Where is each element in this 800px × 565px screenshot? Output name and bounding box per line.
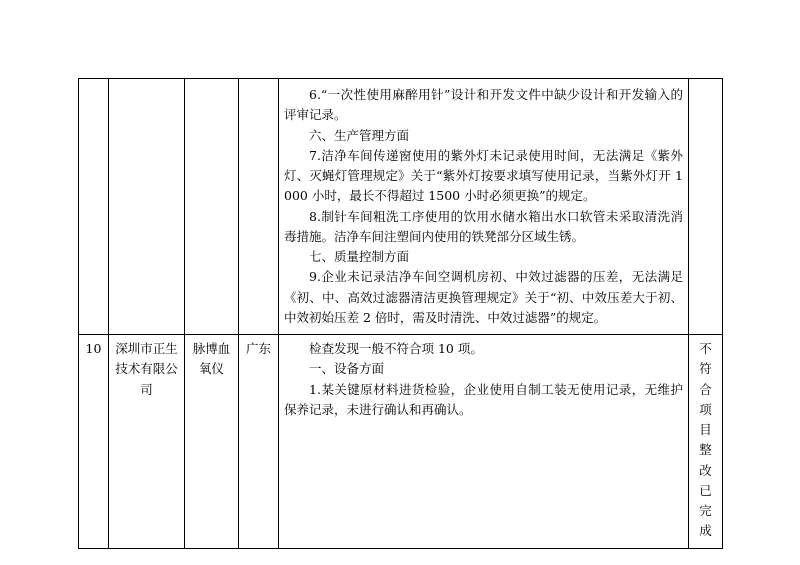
findings-cell — [279, 79, 689, 335]
table-row — [79, 79, 723, 335]
finding-item: 9.企业未记录洁净车间空调机房初、中效过滤器的压差，无法满足《初、中、高效过滤器清洁更换管理规定》关于“初、中效压差大于初、中效初始压差 2 倍时，需及时清洗、中效过滤器”的规定。 — [284, 269, 683, 325]
finding-item: 6.“一次性使用麻醉用针”设计和开发文件中缺少设计和开发输入的评审记录。 — [284, 87, 683, 123]
region-cell — [239, 79, 279, 335]
finding-section-heading: 七、质量控制方面 — [309, 249, 410, 264]
company-name-cell: 深圳市正生技术有限公司 — [109, 335, 185, 549]
row-number-cell — [79, 79, 109, 335]
product-name-cell — [185, 79, 239, 335]
finding-item: 7.洁净车间传递窗使用的紫外灯未记录使用时间，无法满足《紫外灯、灭蝇灯管理规定》关于“紫外灯按要求填写使用记录，当紫外灯开 1000 小时，最长不得超过 1500 小时必须更换”的规定。 — [284, 147, 683, 204]
finding-item: 1.某关键原材料进货检验，企业使用自制工装无使用记录，无维护保养记录，未进行确认和再确认。 — [284, 381, 683, 417]
inspection-findings-table — [78, 78, 723, 549]
row-number-cell: 10 — [79, 335, 109, 549]
result-cell — [689, 79, 723, 335]
finding-section-heading: 一、设备方面 — [309, 361, 385, 377]
finding-summary: 检查发现一般不符合项 10 项。 — [309, 341, 483, 356]
findings-cell — [279, 335, 689, 549]
table-row — [79, 335, 723, 549]
result-cell: 不符合项目整改已完成 — [689, 335, 723, 549]
region-cell: 广东 — [239, 335, 279, 549]
finding-section-heading: 六、生产管理方面 — [309, 127, 410, 143]
product-name-cell: 脉博血氧仪 — [185, 335, 239, 549]
finding-item: 8.制针车间粗洗工序使用的饮用水储水箱出水口软管未采取清洗消毒措施。洁净车间注塑间内使用的铁凳部分区域生锈。 — [284, 208, 683, 244]
company-name-cell — [109, 79, 185, 335]
